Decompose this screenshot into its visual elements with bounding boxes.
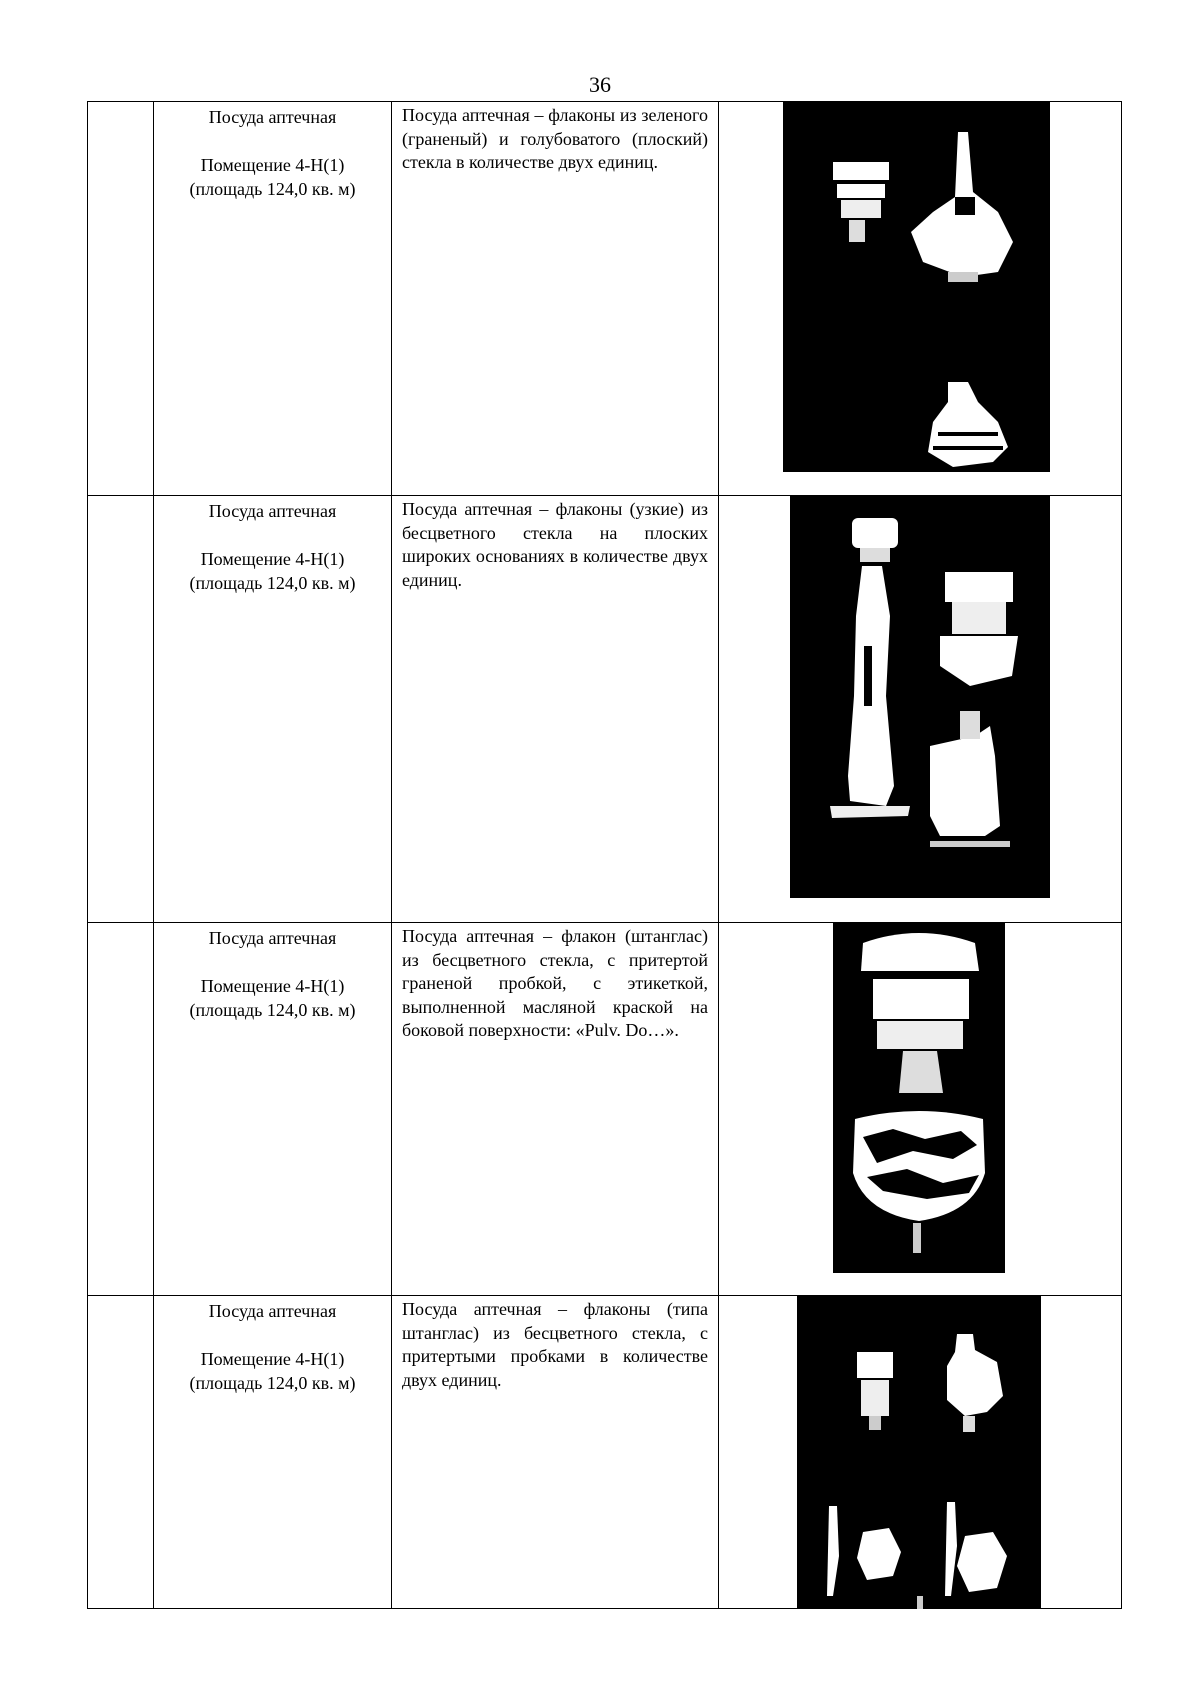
photo-cell (719, 923, 1122, 1296)
area-label: (площадь 124,0 кв. м) (189, 179, 356, 199)
description-cell: Посуда аптечная – флакон (штанглас) из бесцветного стекла, с притертой граненой пробкой, с этикеткой, выполненной масляной краской на боковой поверхности: «Pulv. Do…». (392, 923, 719, 1296)
description-cell: Посуда аптечная – флаконы (типа штанглас) из бесцветного стекла, с притертыми пробками в количестве двух единиц. (392, 1296, 719, 1609)
table-row (88, 923, 1122, 1296)
photo-cell (719, 496, 1122, 923)
item-name: Посуда аптечная (208, 107, 337, 127)
area-label: (площадь 124,0 кв. м) (189, 1373, 356, 1393)
name-cell (154, 102, 392, 496)
room-label: Помещение 4-Н(1) (200, 1349, 345, 1369)
table-row (88, 1296, 1122, 1609)
photo-cell (719, 102, 1122, 496)
area-label: (площадь 124,0 кв. м) (189, 1000, 356, 1020)
number-cell (88, 923, 154, 1296)
number-cell (88, 1296, 154, 1609)
photo-cell (719, 1296, 1122, 1609)
table-row (88, 102, 1122, 496)
area-label: (площадь 124,0 кв. м) (189, 573, 356, 593)
room-label: Помещение 4-Н(1) (200, 549, 345, 569)
description-cell: Посуда аптечная – флаконы (узкие) из бесцветного стекла на плоских широких основаниях в количестве двух единиц. (392, 496, 719, 923)
item-name: Посуда аптечная (208, 501, 337, 521)
item-photo (833, 923, 1005, 1273)
item-name: Посуда аптечная (208, 928, 337, 948)
name-cell (154, 1296, 392, 1609)
items-table (87, 101, 1122, 1609)
page-number: 36 (589, 72, 611, 97)
room-label: Помещение 4-Н(1) (200, 976, 345, 996)
description-cell: Посуда аптечная – флаконы из зеленого (граненый) и голубоватого (плоский) стекла в количестве двух единиц. (392, 102, 719, 496)
item-photo (790, 496, 1050, 898)
room-label: Помещение 4-Н(1) (200, 155, 345, 175)
item-name: Посуда аптечная (208, 1301, 337, 1321)
name-cell (154, 496, 392, 923)
item-photo (783, 102, 1050, 472)
number-cell (88, 102, 154, 496)
name-cell (154, 923, 392, 1296)
item-photo (797, 1296, 1041, 1609)
table-row (88, 496, 1122, 923)
number-cell (88, 496, 154, 923)
